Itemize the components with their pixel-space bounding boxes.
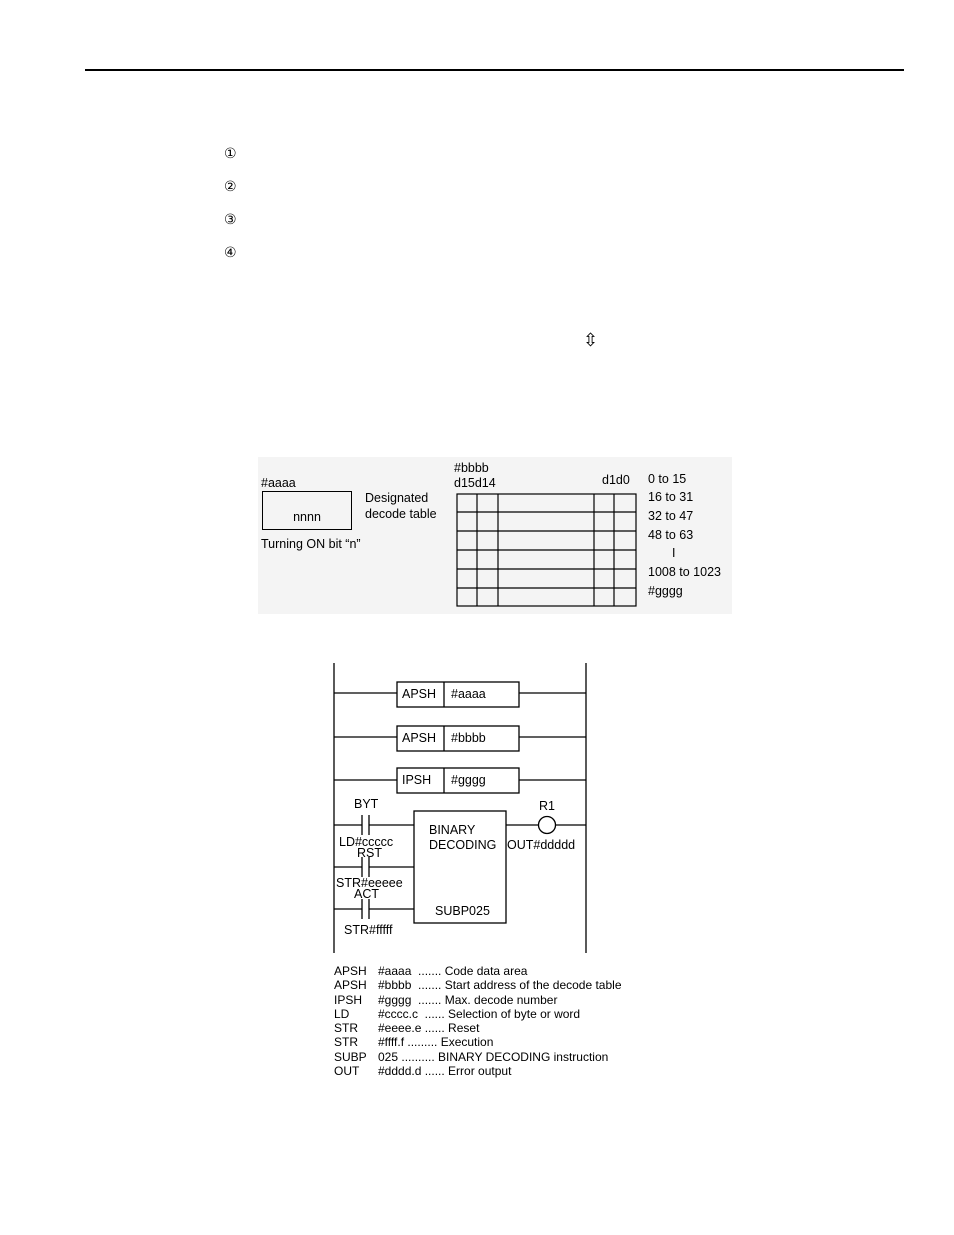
- step-marker-2: ②: [224, 179, 237, 195]
- coil-r1: [539, 817, 556, 834]
- legend-row: STR #eeee.e ...... Reset: [334, 1021, 480, 1036]
- coil-name: R1: [539, 799, 555, 813]
- rung-arg: #gggg: [451, 773, 486, 787]
- block-title-line2: DECODING: [429, 838, 497, 852]
- block-subp-label: SUBP025: [435, 904, 490, 918]
- updown-arrow-icon: ⇳: [583, 330, 599, 351]
- coil-output: OUT#ddddd: [507, 838, 576, 852]
- step-marker-4: ④: [224, 245, 237, 261]
- left-bits-label: d15d14: [454, 476, 496, 490]
- code-area-label: #aaaa: [261, 476, 296, 490]
- turning-on-label: Turning ON bit “n”: [261, 537, 361, 551]
- code-value: nnnn: [293, 510, 321, 524]
- rung-arg: #aaaa: [451, 687, 486, 701]
- step-marker-1: ①: [224, 146, 237, 162]
- rung-op: APSH: [402, 687, 437, 701]
- decode-table-grid: [457, 494, 636, 606]
- rung-arg: #bbbb: [451, 731, 486, 745]
- contact-name-rst: RST: [357, 846, 382, 860]
- rung-op: APSH: [402, 731, 437, 745]
- range-label: 48 to 63: [648, 528, 694, 542]
- contact-name-act: ACT: [354, 887, 379, 901]
- instruction-legend: [334, 964, 622, 1078]
- table-label-1: Designated: [365, 491, 429, 505]
- step-marker-3: ③: [224, 212, 237, 228]
- range-label: #gggg: [648, 584, 683, 598]
- contact-address-rst: STR#eeeee: [336, 876, 403, 890]
- range-ellipsis: I: [672, 546, 676, 560]
- legend-row: IPSH #gggg ....... Max. decode number: [334, 992, 558, 1007]
- legend-row: OUT #dddd.d ...... Error output: [334, 1064, 512, 1079]
- range-label: 16 to 31: [648, 490, 694, 504]
- legend-row: APSH #aaaa ....... Code data area: [334, 964, 528, 978]
- range-label: 1008 to 1023: [648, 565, 721, 579]
- legend-row: STR #ffff.f ......... Execution: [334, 1035, 494, 1050]
- start-address-label: #bbbb: [454, 461, 489, 475]
- contact-address-act: STR#fffff: [344, 923, 393, 937]
- contact-address-byt: LD#ccccc: [339, 835, 394, 849]
- legend-row: SUBP 025 .......... BINARY DECODING instruction: [334, 1049, 609, 1064]
- range-label: 0 to 15: [648, 472, 687, 486]
- legend-row: LD #cccc.c ...... Selection of byte or word: [334, 1006, 581, 1021]
- table-label-2: decode table: [365, 507, 437, 521]
- legend-row: APSH #bbbb ....... Start address of the decode table: [334, 978, 622, 993]
- range-label: 32 to 47: [648, 509, 694, 523]
- contact-name-byt: BYT: [354, 797, 379, 811]
- right-bits-label: d1d0: [602, 473, 630, 487]
- block-title-line1: BINARY: [429, 823, 476, 837]
- rung-op: IPSH: [402, 773, 432, 787]
